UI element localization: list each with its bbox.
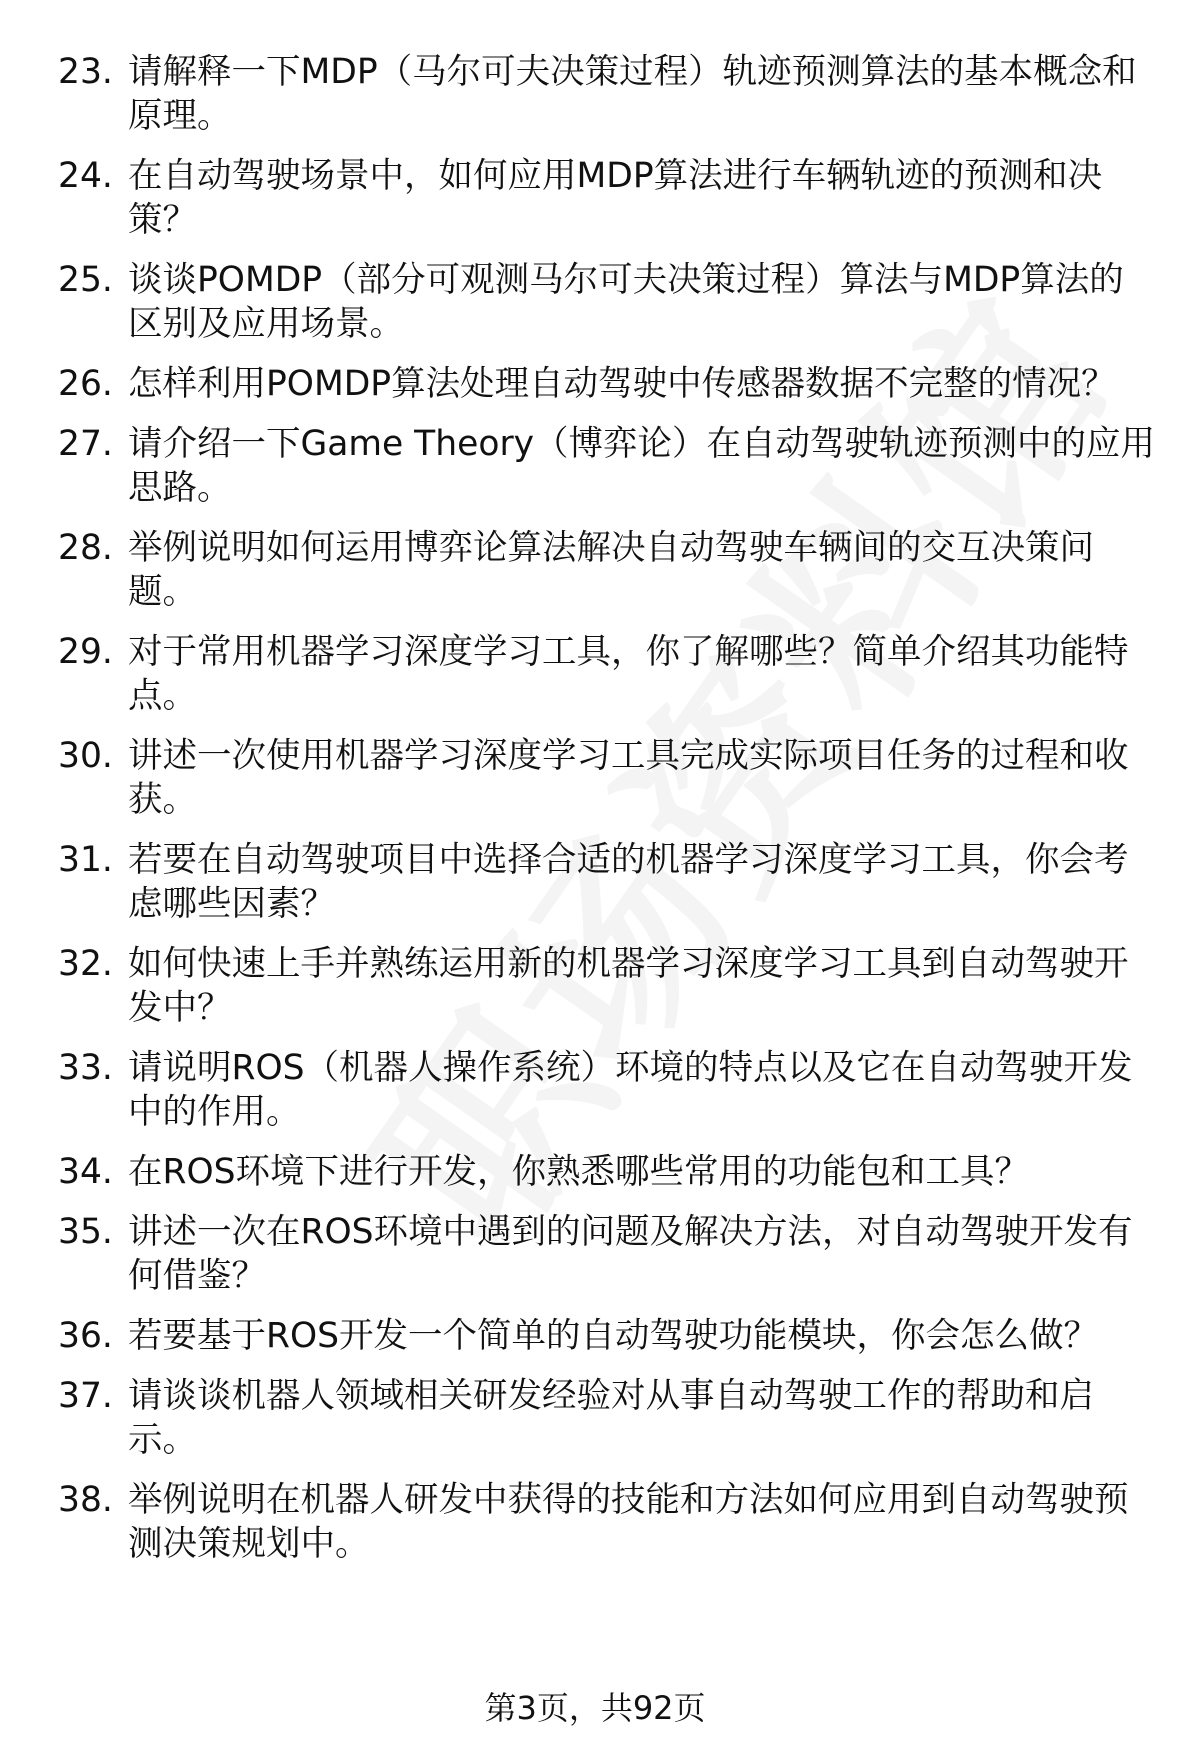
- question-text: 如何快速上手并熟练运用新的机器学习深度学习工具到自动驾驶开发中？: [128, 944, 1129, 1028]
- question-text: 怎样利用POMDP算法处理自动驾驶中传感器数据不完整的情况？: [128, 364, 1116, 404]
- question-text: 举例说明在机器人研发中获得的技能和方法如何应用到自动驾驶预测决策规划中。: [128, 1480, 1129, 1564]
- question-text: 在自动驾驶场景中，如何应用MDP算法进行车辆轨迹的预测和决策？: [128, 156, 1103, 240]
- question-number: 26.: [58, 364, 113, 404]
- question-number: 33.: [58, 1048, 113, 1088]
- question-number: 36.: [58, 1316, 113, 1356]
- list-item: [58, 630, 1158, 718]
- question-number: 24.: [58, 156, 113, 196]
- list-item: [58, 734, 1158, 822]
- question-number: 38.: [58, 1480, 113, 1520]
- question-text: 在ROS环境下进行开发，你熟悉哪些常用的功能包和工具？: [128, 1152, 1030, 1192]
- list-item: [58, 942, 1158, 1030]
- question-text: 请谈谈机器人领域相关研发经验对从事自动驾驶工作的帮助和启示。: [128, 1376, 1094, 1460]
- question-text: 请说明ROS（机器人操作系统）环境的特点以及它在自动驾驶开发中的作用。: [128, 1048, 1133, 1132]
- question-number: 35.: [58, 1212, 113, 1252]
- list-item: [58, 154, 1158, 242]
- question-text: 若要在自动驾驶项目中选择合适的机器学习深度学习工具，你会考虑哪些因素？: [128, 840, 1129, 924]
- list-item: [58, 1046, 1158, 1134]
- question-number: 30.: [58, 736, 113, 776]
- list-item: [58, 362, 1158, 406]
- question-number: 37.: [58, 1376, 113, 1416]
- list-item: [58, 1210, 1158, 1298]
- page-footer: 第3页，共92页: [484, 1689, 706, 1727]
- question-number: 32.: [58, 944, 113, 984]
- question-number: 23.: [58, 52, 113, 92]
- question-number: 28.: [58, 528, 113, 568]
- question-list: [58, 50, 1158, 1582]
- question-text: 讲述一次在ROS环境中遇到的问题及解决方法，对自动驾驶开发有何借鉴？: [128, 1212, 1133, 1296]
- list-item: [58, 50, 1158, 138]
- question-number: 31.: [58, 840, 113, 880]
- question-number: 34.: [58, 1152, 113, 1192]
- question-number: 27.: [58, 424, 113, 464]
- question-number: 25.: [58, 260, 113, 300]
- list-item: [58, 838, 1158, 926]
- question-number: 29.: [58, 632, 113, 672]
- question-text: 请解释一下MDP（马尔可夫决策过程）轨迹预测算法的基本概念和原理。: [128, 52, 1137, 136]
- list-item: [58, 1374, 1158, 1462]
- list-item: [58, 1314, 1158, 1358]
- list-item: [58, 1150, 1158, 1194]
- list-item: [58, 526, 1158, 614]
- question-text: 若要基于ROS开发一个简单的自动驾驶功能模块，你会怎么做？: [128, 1316, 1099, 1356]
- question-text: 讲述一次使用机器学习深度学习工具完成实际项目任务的过程和收获。: [128, 736, 1129, 820]
- question-text: 请介绍一下Game Theory（博弈论）在自动驾驶轨迹预测中的应用思路。: [128, 424, 1156, 508]
- list-item: [58, 258, 1158, 346]
- question-text: 举例说明如何运用博弈论算法解决自动驾驶车辆间的交互决策问题。: [128, 528, 1094, 612]
- list-item: [58, 422, 1158, 510]
- list-item: [58, 1478, 1158, 1566]
- question-text: 对于常用机器学习深度学习工具，你了解哪些？简单介绍其功能特点。: [128, 632, 1129, 716]
- question-text: 谈谈POMDP（部分可观测马尔可夫决策过程）算法与MDP算法的区别及应用场景。: [128, 260, 1124, 344]
